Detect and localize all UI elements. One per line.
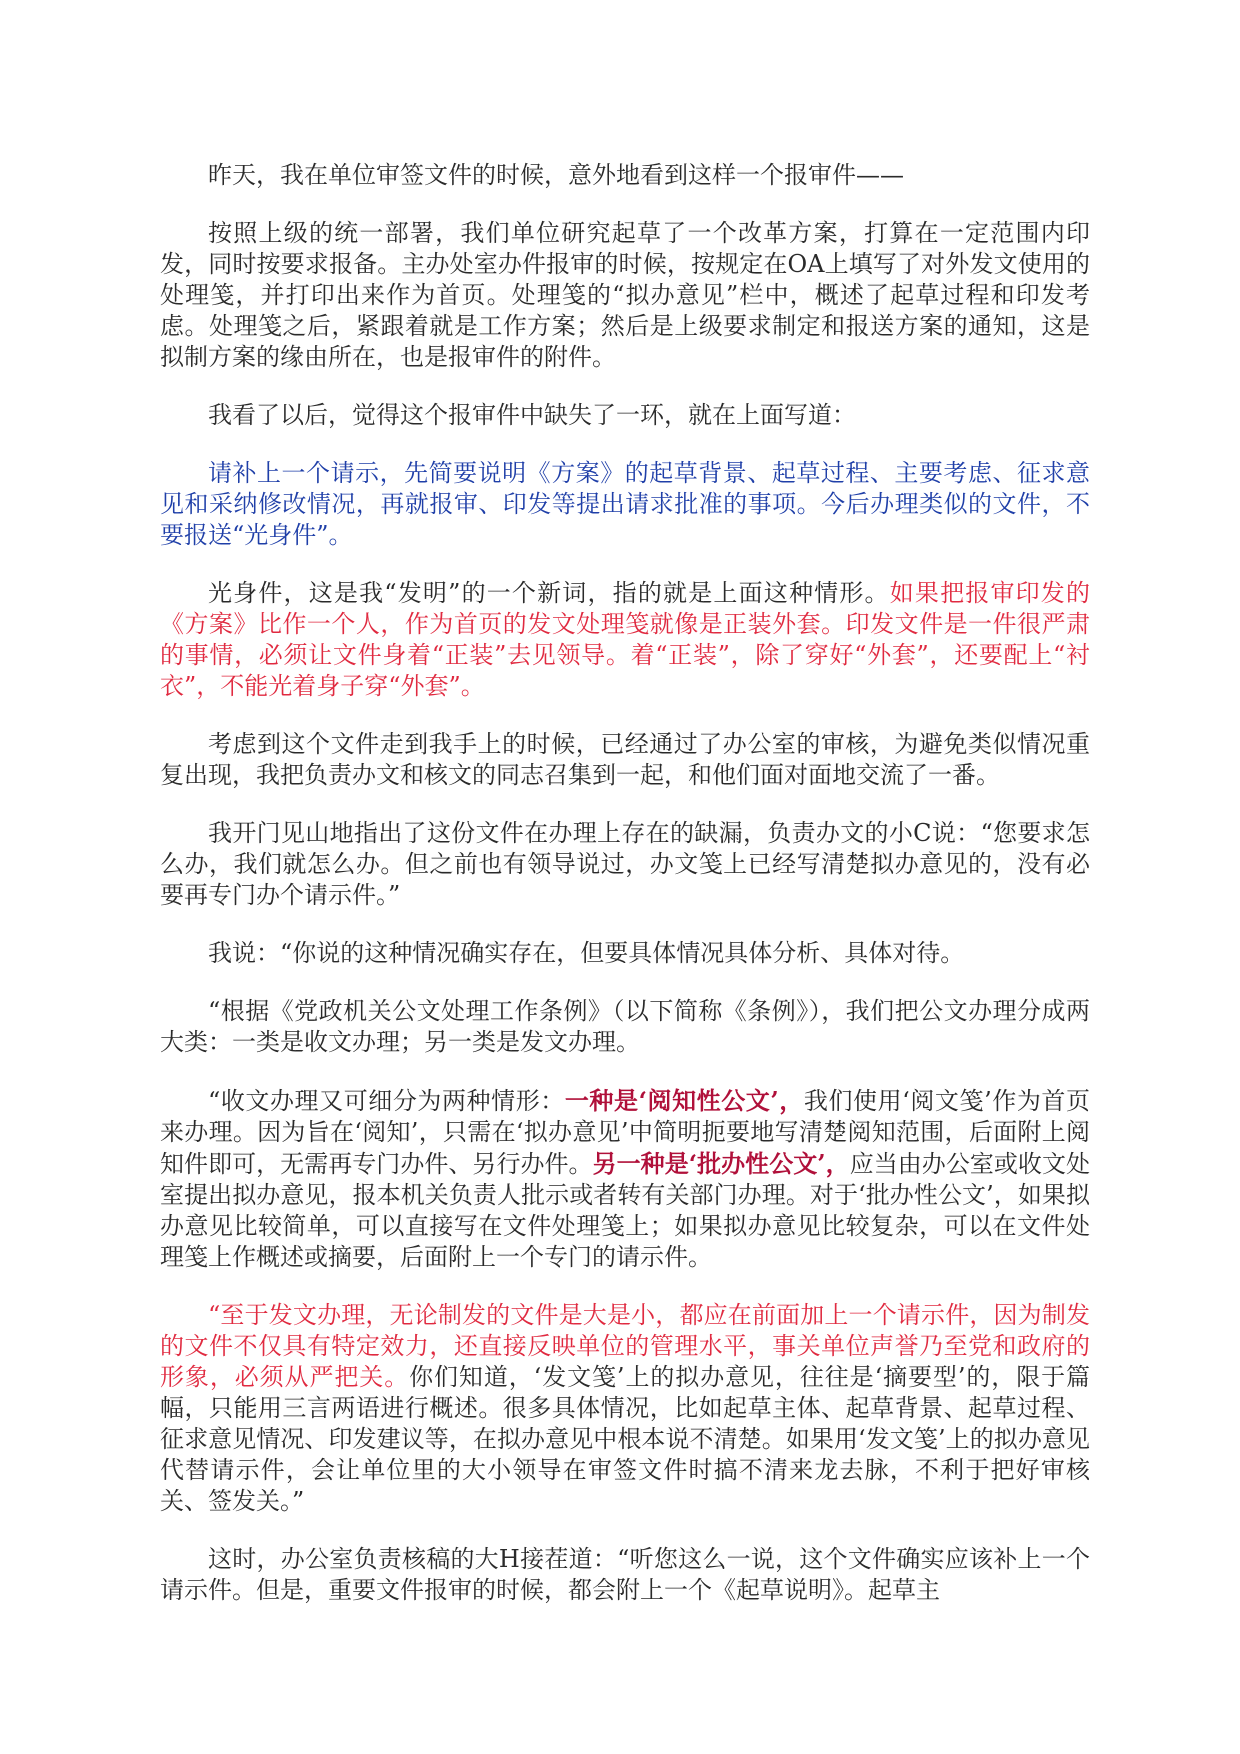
text-segment: 这时，办公室负责核稿的大H接茬道：“听您这么一说，这个文件确实应该补上一个请示件。但是，重要文件报审的时候，都会附上一个《起草说明》。起草主: [160, 1545, 1090, 1604]
text-segment: 应当由办公室或收文处室提出拟办意见，报本机关负责人批示或者转有关部门办理。对于‘批办性公文’，如果拟办意见比较简单，可以直接写在文件处理笺上；如果拟办意见比较复杂，可以在文件处理笺上作概述或摘要，后面附上一个专门的请示件。: [160, 1150, 1090, 1271]
paragraph: [160, 160, 1090, 191]
paragraph: [160, 938, 1090, 969]
text-segment: 考虑到这个文件走到我手上的时候，已经通过了办公室的审核，为避免类似情况重复出现，我把负责办文和核文的同志召集到一起，和他们面对面地交流了一番。: [160, 730, 1090, 789]
paragraph: [160, 458, 1090, 551]
text-segment: 昨天，我在单位审签文件的时候，意外地看到这样一个报审件——: [208, 161, 904, 189]
highlight-text: 如果把报审印发的《方案》比作一个人，作为首页的发文处理笺就像是正装外套。印发文件是一件很严肃的事情，必须让文件身着“正装”去见领导。着“正装”，除了穿好“外套”，还要配上“衬衣”，不能光着身子穿“外套”。: [160, 579, 1090, 700]
document-body: [160, 160, 1090, 1633]
paragraph: [160, 996, 1090, 1058]
paragraph: [160, 818, 1090, 911]
highlight-text: 请补上一个请示，先简要说明《方案》的起草背景、起草过程、主要考虑、征求意见和采纳修改情况，再就报审、印发等提出请求批准的事项。今后办理类似的文件，不要报送“光身件”。: [160, 459, 1090, 549]
paragraph: [160, 578, 1090, 702]
text-segment: 光身件，这是我“发明”的一个新词，指的就是上面这种情形。: [208, 579, 890, 607]
text-segment: 我说：“你说的这种情况确实存在，但要具体情况具体分析、具体对待。: [208, 939, 965, 967]
text-segment: 我看了以后，觉得这个报审件中缺失了一环，就在上面写道：: [208, 401, 856, 429]
text-segment: 按照上级的统一部署，我们单位研究起草了一个改革方案，打算在一定范围内印发，同时按要求报备。主办处室办件报审的时候，按规定在OA上填写了对外发文使用的处理笺，并打印出来作为首页。处理笺的“拟办意见”栏中，概述了起草过程和印发考虑。处理笺之后，紧跟着就是工作方案；然后是上级要求制定和报送方案的通知，这是拟制方案的缘由所在，也是报审件的附件。: [160, 219, 1090, 371]
text-segment: 你们知道，‘发文笺’上的拟办意见，往往是‘摘要型’的，限于篇幅，只能用三言两语进行概述。很多具体情况，比如起草主体、起草背景、起草过程、征求意见情况、印发建议等，在拟办意见中根本说不清楚。如果用‘发文笺’上的拟办意见代替请示件，会让单位里的大小领导在审签文件时搞不清来龙去脉，不利于把好审核关、签发关。”: [160, 1363, 1091, 1515]
paragraph: [160, 400, 1090, 431]
text-segment: 我开门见山地指出了这份文件在办理上存在的缺漏，负责办文的小C说：“您要求怎么办，我们就怎么办。但之前也有领导说过，办文笺上已经写清楚拟办意见的，没有必要再专门办个请示件。”: [160, 819, 1090, 909]
paragraph: [160, 729, 1090, 791]
paragraph: [160, 218, 1090, 373]
emphasis-text: 一种是‘阅知性公文’，: [564, 1086, 804, 1115]
paragraph: [160, 1544, 1090, 1606]
emphasis-text: 另一种是‘批办性公文’，: [592, 1149, 850, 1178]
text-segment: “根据《党政机关公文处理工作条例》（以下简称《条例》），我们把公文办理分成两大类：一类是收文办理；另一类是发文办理。: [160, 997, 1090, 1056]
text-segment: 我们使用‘阅文笺’作为首页来办理。因为旨在‘阅知’，只需在‘拟办意见’中简明扼要地写清楚阅知范围，后面附上阅知件即可，无需再专门办件、另行办件。: [160, 1087, 1090, 1178]
paragraph: [160, 1085, 1090, 1273]
highlight-text: “至于发文办理，无论制发的文件是大是小，都应在前面加上一个请示件，因为制发的文件不仅具有特定效力，还直接反映单位的管理水平，事关单位声誉乃至党和政府的形象，必须从严把关。: [160, 1301, 1090, 1391]
text-segment: “收文办理又可细分为两种情形：: [208, 1087, 565, 1115]
paragraph: [160, 1300, 1090, 1517]
